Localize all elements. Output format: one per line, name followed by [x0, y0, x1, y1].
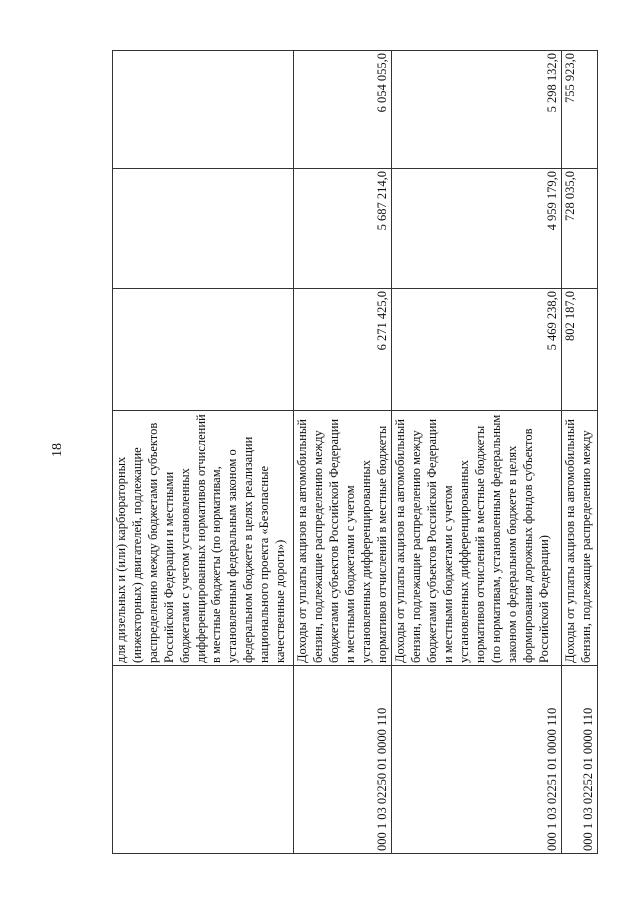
row-value-2: 4 959 179,0 — [392, 169, 562, 289]
row-value-1 — [113, 289, 294, 411]
row-name: для дизельных и (или) карбюраторных (инжекторных) двигателей, подлежащие распределению между бюджетами субъектов Российской Федерации и местными бюджетами с учетом установленных дифференцированных нормативов отчислений в местные бюджеты (по нормативам, установленным федеральным законом о федеральном бюджете в целях реализации национального проекта «Безопасные качественные дороги») — [113, 411, 294, 666]
table-row — [392, 51, 562, 854]
row-value-2: 5 687 214,0 — [294, 169, 392, 289]
table-row — [113, 51, 294, 854]
row-name: Доходы от уплаты акцизов на автомобильный бензин, подлежащие распределению между — [562, 411, 598, 666]
row-code: 000 1 03 02250 01 0000 110 — [294, 666, 392, 854]
row-value-2 — [113, 169, 294, 289]
row-code: 000 1 03 02251 01 0000 110 — [392, 666, 562, 854]
row-value-3: 6 054 055,0 — [294, 51, 392, 169]
table-row — [562, 51, 598, 854]
row-value-1: 5 469 238,0 — [392, 289, 562, 411]
row-value-3 — [113, 51, 294, 169]
row-value-3: 5 298 132,0 — [392, 51, 562, 169]
row-value-2: 728 035,0 — [562, 169, 598, 289]
row-name: Доходы от уплаты акцизов на автомобильный бензин, подлежащие распределению между бюджетами субъектов Российской Федерации и местными бюджетами с учетом установленных дифференцированных нормативов отчислений в местные бюджеты (по нормативам, установленным федеральным законом о федеральном бюджете в целях формирования дорожных фондов субъектов Российской Федерации) — [392, 411, 562, 666]
row-value-1: 6 271 425,0 — [294, 289, 392, 411]
row-code: 000 1 03 02252 01 0000 110 — [562, 666, 598, 854]
budget-table — [112, 50, 598, 854]
row-code — [113, 666, 294, 854]
row-name: Доходы от уплаты акцизов на автомобильный бензин, подлежащие распределению между бюджетами субъектов Российской Федерации и местными бюджетами с учетом установленных дифференцированных нормативов отчислений в местные бюджеты — [294, 411, 392, 666]
row-value-1: 802 187,0 — [562, 289, 598, 411]
table-row — [294, 51, 392, 854]
page-number: 18 — [50, 443, 65, 457]
table-wrapper — [112, 51, 595, 854]
row-value-3: 755 923,0 — [562, 51, 598, 169]
